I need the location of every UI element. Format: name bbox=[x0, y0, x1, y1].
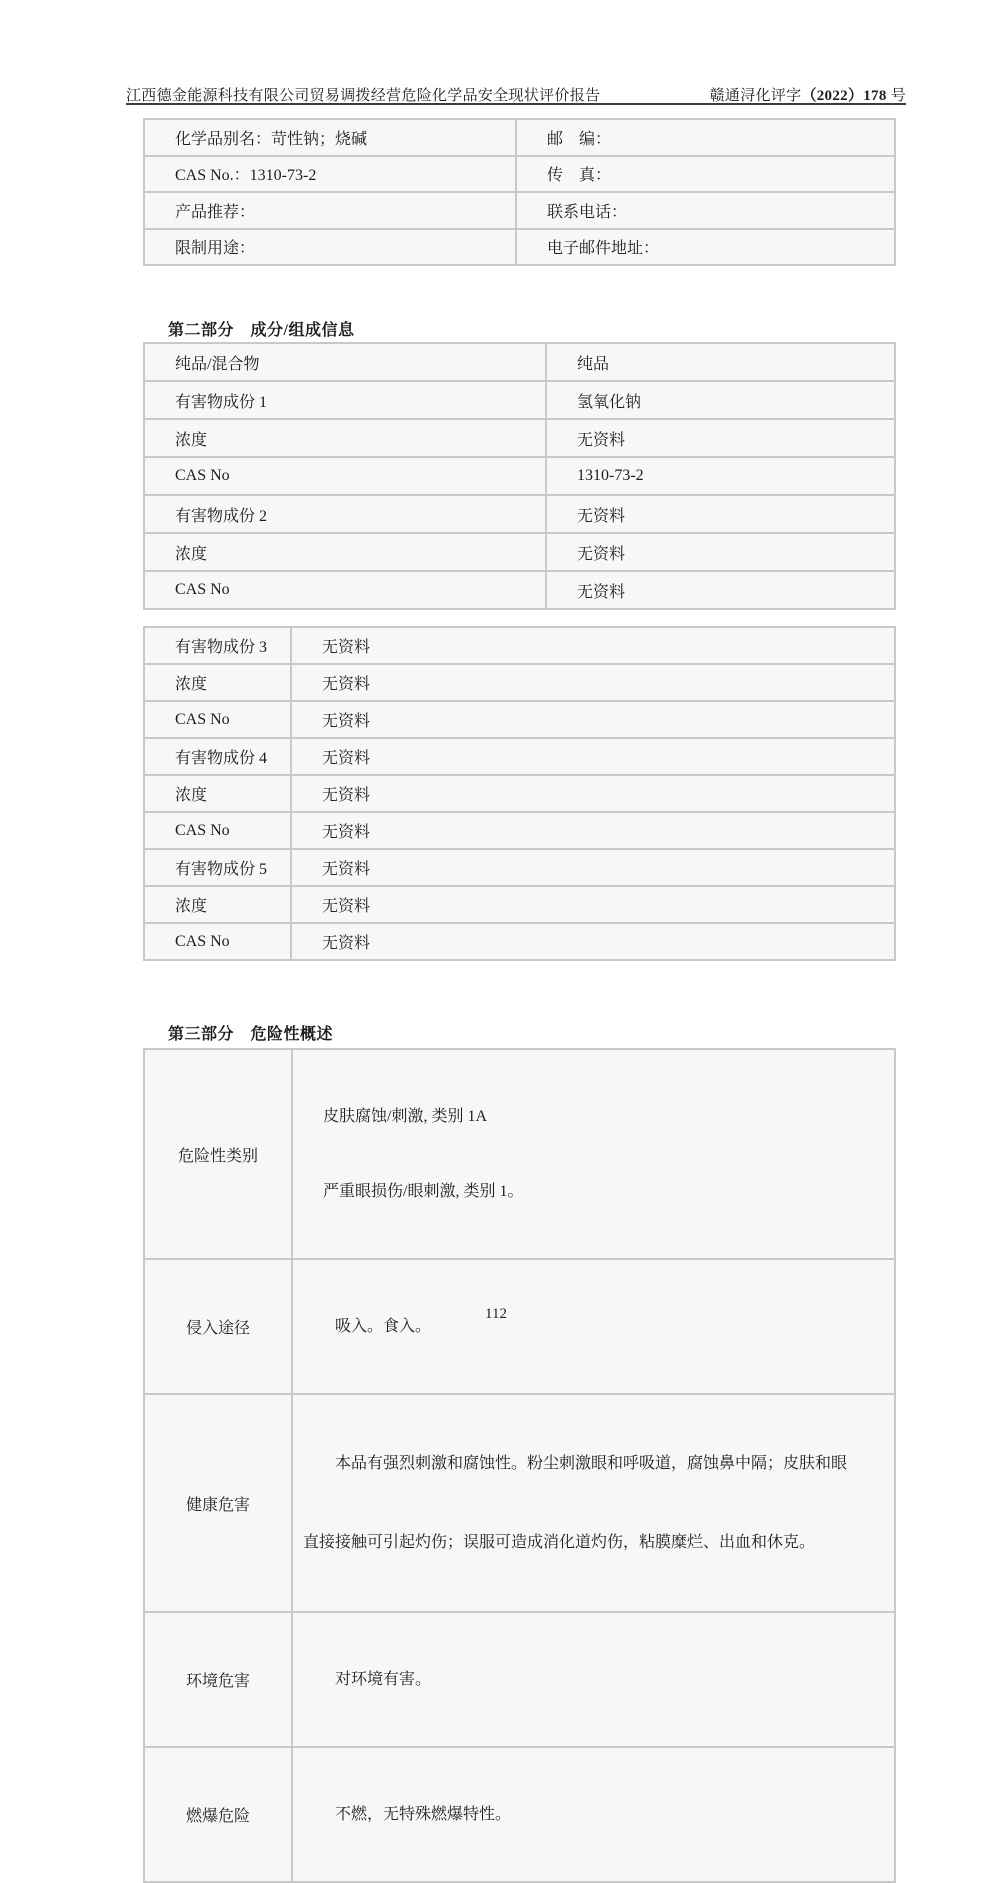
table-row bbox=[144, 1612, 895, 1747]
document-number-code: （2022）178 bbox=[801, 88, 887, 104]
table-row bbox=[144, 1394, 895, 1612]
value-cell: 无资料 bbox=[546, 495, 895, 533]
table-row bbox=[144, 1049, 895, 1259]
table-row bbox=[144, 457, 895, 495]
hazard-class-line: 皮肤腐蚀/刺激, 类别 1A bbox=[323, 1108, 488, 1125]
field-cell: 电子邮件地址： bbox=[516, 229, 895, 266]
field-cell: 限制用途： bbox=[144, 229, 516, 266]
label-cell: 有害物成份 4 bbox=[144, 738, 291, 775]
label-cell: 纯品/混合物 bbox=[144, 343, 546, 381]
label-cell: 健康危害 bbox=[144, 1394, 292, 1612]
header-divider-line bbox=[126, 103, 906, 105]
value-cell: 无资料 bbox=[291, 775, 895, 812]
label-cell: 浓度 bbox=[144, 533, 546, 571]
table-row bbox=[144, 156, 895, 193]
label-cell: 浓度 bbox=[144, 775, 291, 812]
value-cell: 无资料 bbox=[546, 571, 895, 609]
label-cell: CAS No bbox=[144, 923, 291, 960]
value-cell: 无资料 bbox=[291, 738, 895, 775]
table-row bbox=[144, 229, 895, 266]
value-cell bbox=[292, 1049, 895, 1259]
table-row bbox=[144, 701, 895, 738]
value-line: 直接接触可引起灼伤；误服可造成消化道灼伤，粘膜糜烂、出血和休克。 bbox=[303, 1534, 816, 1551]
field-cell: 联系电话： bbox=[516, 192, 895, 229]
value-cell: 无资料 bbox=[291, 849, 895, 886]
label-cell: CAS No bbox=[144, 812, 291, 849]
field-cell: 产品推荐： bbox=[144, 192, 516, 229]
value-cell: 1310-73-2 bbox=[546, 457, 895, 495]
section2-title: 第二部分 成分/组成信息 bbox=[168, 322, 355, 339]
field-cell: 传 真： bbox=[516, 156, 895, 193]
table-row bbox=[144, 923, 895, 960]
label-cell: 浓度 bbox=[144, 886, 291, 923]
table-row bbox=[144, 1747, 895, 1882]
table-row bbox=[144, 192, 895, 229]
value-cell: 纯品 bbox=[546, 343, 895, 381]
value-cell bbox=[292, 1394, 895, 1612]
label-cell: CAS No bbox=[144, 701, 291, 738]
label-cell: 有害物成份 3 bbox=[144, 627, 291, 664]
field-cell: 邮 编： bbox=[516, 119, 895, 156]
table-row bbox=[144, 533, 895, 571]
table-row bbox=[144, 1259, 895, 1394]
table-row bbox=[144, 775, 895, 812]
page-header bbox=[126, 84, 906, 105]
table-row bbox=[144, 627, 895, 664]
value-cell: 无资料 bbox=[291, 923, 895, 960]
label-cell: CAS No bbox=[144, 571, 546, 609]
chemical-contact-table bbox=[143, 118, 896, 266]
table-row bbox=[144, 886, 895, 923]
hazard-overview-table bbox=[143, 1048, 896, 1883]
label-cell: 燃爆危险 bbox=[144, 1747, 292, 1882]
field-cell: 化学品别名：苛性钠；烧碱 bbox=[144, 119, 516, 156]
label-cell: 有害物成份 1 bbox=[144, 381, 546, 419]
table-row bbox=[144, 849, 895, 886]
document-number-prefix: 赣通浔化评字 bbox=[709, 88, 802, 104]
composition-table-main bbox=[143, 342, 896, 610]
table-row bbox=[144, 119, 895, 156]
table-row bbox=[144, 381, 895, 419]
label-cell: 危险性类别 bbox=[144, 1049, 292, 1259]
table-row bbox=[144, 343, 895, 381]
table-row bbox=[144, 571, 895, 609]
label-cell: 浓度 bbox=[144, 664, 291, 701]
value-cell bbox=[292, 1747, 895, 1882]
label-cell: 有害物成份 2 bbox=[144, 495, 546, 533]
document-number bbox=[710, 84, 906, 105]
value-cell: 无资料 bbox=[546, 419, 895, 457]
hazard-class-line: 严重眼损伤/眼刺激, 类别 1。 bbox=[323, 1183, 524, 1200]
value-cell: 无资料 bbox=[546, 533, 895, 571]
value-cell: 无资料 bbox=[291, 664, 895, 701]
value-cell bbox=[292, 1612, 895, 1747]
value-line: 吸入。食入。 bbox=[335, 1318, 432, 1335]
value-cell bbox=[292, 1259, 895, 1394]
label-cell: CAS No bbox=[144, 457, 546, 495]
section3-title: 第三部分 危险性概述 bbox=[168, 1026, 334, 1043]
value-cell: 无资料 bbox=[291, 886, 895, 923]
value-cell: 无资料 bbox=[291, 812, 895, 849]
label-cell: 侵入途径 bbox=[144, 1259, 292, 1394]
table-row bbox=[144, 664, 895, 701]
page-number: 112 bbox=[485, 1306, 507, 1322]
document-number-suffix: 号 bbox=[886, 88, 906, 104]
field-cell: CAS No.：1310-73-2 bbox=[144, 156, 516, 193]
value-line: 对环境有害。 bbox=[335, 1671, 432, 1688]
value-line: 本品有强烈刺激和腐蚀性。粉尘刺激眼和呼吸道，腐蚀鼻中隔；皮肤和眼 bbox=[335, 1455, 848, 1472]
report-title: 江西德金能源科技有限公司贸易调拨经营危险化学品安全现状评价报告 bbox=[126, 88, 601, 104]
label-cell: 环境危害 bbox=[144, 1612, 292, 1747]
value-cell: 氢氧化钠 bbox=[546, 381, 895, 419]
value-cell: 无资料 bbox=[291, 701, 895, 738]
table-row bbox=[144, 812, 895, 849]
table-row bbox=[144, 419, 895, 457]
value-line: 不燃，无特殊燃爆特性。 bbox=[335, 1806, 512, 1823]
table-row bbox=[144, 738, 895, 775]
table-row bbox=[144, 495, 895, 533]
label-cell: 浓度 bbox=[144, 419, 546, 457]
composition-table-extra bbox=[143, 626, 896, 961]
value-cell: 无资料 bbox=[291, 627, 895, 664]
label-cell: 有害物成份 5 bbox=[144, 849, 291, 886]
